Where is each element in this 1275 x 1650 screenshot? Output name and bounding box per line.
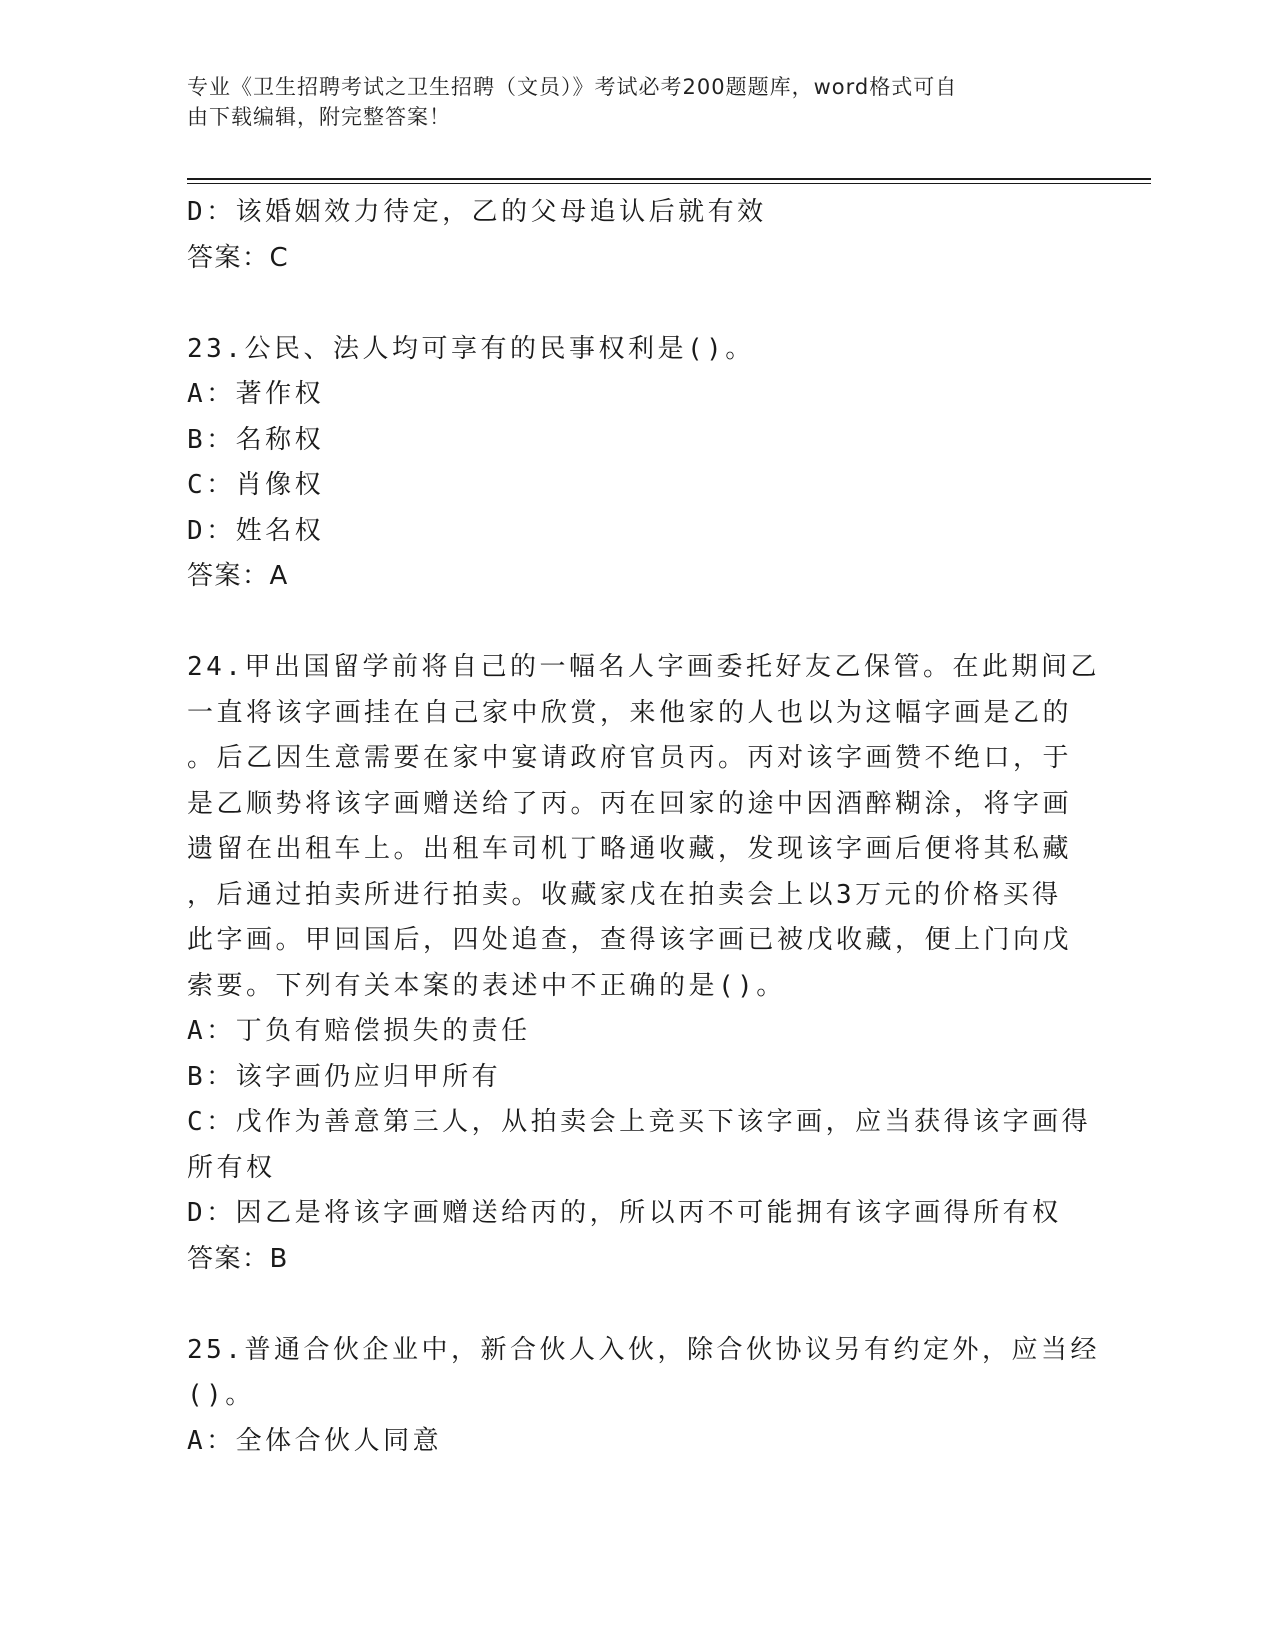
question-23 (187, 327, 1087, 600)
spacer (187, 281, 1087, 327)
header-divider-thin (187, 183, 1151, 184)
question-23-option-d: D：姓名权 (187, 515, 325, 546)
question-23-option-b: B：名称权 (187, 424, 325, 455)
question-23-answer: 答案：A (187, 561, 289, 591)
question-23-option-a: A：著作权 (187, 379, 325, 409)
question-24-option-c-cont: 所有权 (187, 1152, 276, 1183)
question-24-option-b: B：该字画仍应归甲所有 (187, 1061, 502, 1092)
question-25-stem: 25.普通合伙企业中，新合伙人入伙，除合伙协议另有约定外，应当经 (187, 1334, 1100, 1365)
question-24-stem-line: 是乙顺势将该字画赠送给了丙。丙在回家的途中因酒醉糊涂，将字画 (187, 788, 1073, 819)
question-24-stem-line: 遗留在出租车上。出租车司机丁略通收藏，发现该字画后便将其私藏 (187, 834, 1073, 864)
question-content (187, 190, 1100, 1464)
question-24-option-c: C：戊作为善意第三人，从拍卖会上竞买下该字画，应当获得该字画得 (187, 1107, 1092, 1137)
spacer (187, 600, 1087, 646)
page-header (187, 72, 1067, 132)
question-24-stem-line: 一直将该字画挂在自己家中欣赏，来他家的人也以为这幅字画是乙的 (187, 697, 1073, 728)
prev-option-d: D：该婚姻效力待定，乙的父母追认后就有效 (187, 197, 767, 227)
spacer (187, 1282, 1087, 1328)
question-24 (187, 645, 1100, 1282)
question-24-stem-line: 索要。下列有关本案的表述中不正确的是()。 (187, 970, 786, 1001)
question-24-stem-line: 24.甲出国留学前将自己的一幅名人字画委托好友乙保管。在此期间乙 (187, 652, 1100, 682)
prev-answer: 答案：C (187, 242, 290, 273)
question-24-stem-line: 此字画。甲回国后，四处追查，查得该字画已被戊收藏，便上门向戊 (187, 925, 1073, 955)
question-24-option-a: A：丁负有赔偿损失的责任 (187, 1016, 531, 1046)
question-25-option-a: A：全体合伙人同意 (187, 1425, 443, 1456)
header-divider-thick (187, 178, 1151, 180)
header-line-2: 由下载编辑，附完整答案！ (187, 105, 451, 129)
question-23-option-c: C：肖像权 (187, 470, 325, 500)
header-line-1: 专业《卫生招聘考试之卫生招聘（文员）》考试必考200题题库，word格式可自 (187, 75, 958, 99)
question-24-option-d: D：因乙是将该字画赠送给丙的，所以丙不可能拥有该字画得所有权 (187, 1198, 1062, 1228)
question-25-stem-cont: ()。 (187, 1380, 255, 1410)
question-25 (187, 1328, 1100, 1465)
question-24-answer: 答案：B (187, 1243, 289, 1274)
question-23-stem: 23.公民、法人均可享有的民事权利是()。 (187, 333, 755, 364)
question-24-stem-line: ，后通过拍卖所进行拍卖。收藏家戊在拍卖会上以3万元的价格买得 (187, 879, 1062, 910)
question-24-stem-line: 。后乙因生意需要在家中宴请政府官员丙。丙对该字画赞不绝口，于 (187, 743, 1073, 773)
